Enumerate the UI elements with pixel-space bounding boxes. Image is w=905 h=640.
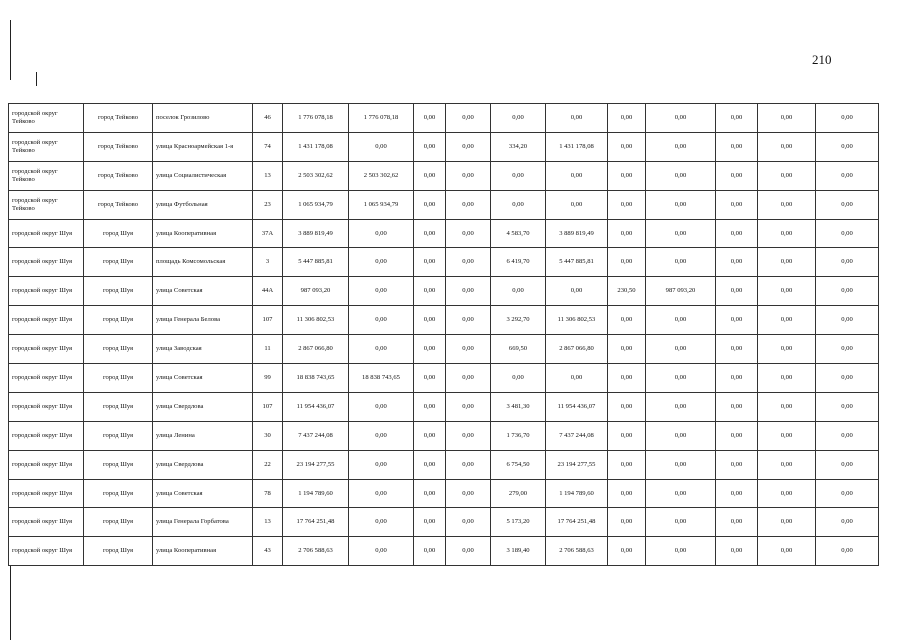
cell-cost-col-15: 0,00 bbox=[816, 537, 879, 566]
cell-street: улица Кооперативная bbox=[153, 219, 253, 248]
scan-edge-line bbox=[10, 20, 11, 80]
cell-cost-col-12: 0,00 bbox=[646, 104, 716, 133]
table-row bbox=[9, 335, 879, 364]
cell-house-number: 43 bbox=[253, 537, 283, 566]
cell-cost-col-6: 0,00 bbox=[349, 421, 414, 450]
cell-total-cost: 2 503 302,62 bbox=[283, 161, 349, 190]
cell-cost-col-7: 0,00 bbox=[414, 190, 446, 219]
cell-cost-col-8: 0,00 bbox=[446, 306, 491, 335]
cell-cost-col-6: 2 503 302,62 bbox=[349, 161, 414, 190]
cell-area-2: 0,00 bbox=[608, 508, 646, 537]
cell-cost-col-14: 0,00 bbox=[758, 537, 816, 566]
cell-city: город Шуя bbox=[84, 248, 153, 277]
cell-cost-col-14: 0,00 bbox=[758, 421, 816, 450]
cell-street: улица Советская bbox=[153, 479, 253, 508]
cell-area: 5 173,20 bbox=[491, 508, 546, 537]
cell-cost-col-14: 0,00 bbox=[758, 104, 816, 133]
cell-cost-col-6: 0,00 bbox=[349, 392, 414, 421]
cell-total-cost: 1 065 934,79 bbox=[283, 190, 349, 219]
cell-house-number: 44А bbox=[253, 277, 283, 306]
cell-cost-col-10: 17 764 251,48 bbox=[546, 508, 608, 537]
cell-total-cost: 17 764 251,48 bbox=[283, 508, 349, 537]
cell-cost-col-10: 2 867 066,80 bbox=[546, 335, 608, 364]
cell-cost-col-15: 0,00 bbox=[816, 364, 879, 393]
cell-cost-col-7: 0,00 bbox=[414, 104, 446, 133]
cell-city: город Шуя bbox=[84, 450, 153, 479]
cell-city: город Шуя bbox=[84, 537, 153, 566]
cell-cost-col-15: 0,00 bbox=[816, 190, 879, 219]
cell-cost-col-15: 0,00 bbox=[816, 306, 879, 335]
cell-area: 1 736,70 bbox=[491, 421, 546, 450]
cell-house-number: 99 bbox=[253, 364, 283, 393]
cell-cost-col-6: 0,00 bbox=[349, 479, 414, 508]
cell-cost-col-7: 0,00 bbox=[414, 335, 446, 364]
cell-city: город Шуя bbox=[84, 508, 153, 537]
cell-cost-col-13: 0,00 bbox=[716, 132, 758, 161]
cell-area: 0,00 bbox=[491, 161, 546, 190]
cell-area-2: 0,00 bbox=[608, 364, 646, 393]
cell-cost-col-15: 0,00 bbox=[816, 508, 879, 537]
cell-house-number: 107 bbox=[253, 392, 283, 421]
scan-edge-line bbox=[10, 565, 11, 640]
cell-cost-col-8: 0,00 bbox=[446, 248, 491, 277]
table-row bbox=[9, 421, 879, 450]
cell-cost-col-7: 0,00 bbox=[414, 248, 446, 277]
scan-edge-line bbox=[36, 72, 37, 86]
cell-cost-col-12: 0,00 bbox=[646, 508, 716, 537]
cell-cost-col-10: 0,00 bbox=[546, 190, 608, 219]
cell-area-2: 0,00 bbox=[608, 537, 646, 566]
cell-total-cost: 1 194 789,60 bbox=[283, 479, 349, 508]
cell-cost-col-7: 0,00 bbox=[414, 508, 446, 537]
cell-city: город Шуя bbox=[84, 364, 153, 393]
cell-cost-col-10: 1 431 178,08 bbox=[546, 132, 608, 161]
cell-total-cost: 7 437 244,08 bbox=[283, 421, 349, 450]
cell-district: городской округ Шуя bbox=[9, 479, 84, 508]
cell-cost-col-15: 0,00 bbox=[816, 421, 879, 450]
cell-cost-col-12: 0,00 bbox=[646, 364, 716, 393]
cell-cost-col-6: 1 065 934,79 bbox=[349, 190, 414, 219]
cell-city: город Шуя bbox=[84, 392, 153, 421]
cell-area-2: 0,00 bbox=[608, 161, 646, 190]
table-row bbox=[9, 190, 879, 219]
cell-cost-col-10: 23 194 277,55 bbox=[546, 450, 608, 479]
cell-cost-col-13: 0,00 bbox=[716, 190, 758, 219]
cell-cost-col-14: 0,00 bbox=[758, 161, 816, 190]
cell-cost-col-14: 0,00 bbox=[758, 392, 816, 421]
cell-cost-col-14: 0,00 bbox=[758, 219, 816, 248]
cell-district: городской округ Шуя bbox=[9, 306, 84, 335]
cell-cost-col-12: 0,00 bbox=[646, 161, 716, 190]
cell-cost-col-13: 0,00 bbox=[716, 421, 758, 450]
cell-house-number: 37А bbox=[253, 219, 283, 248]
table-row bbox=[9, 392, 879, 421]
cell-cost-col-6: 18 838 743,65 bbox=[349, 364, 414, 393]
cell-cost-col-14: 0,00 bbox=[758, 277, 816, 306]
housing-data-table bbox=[8, 103, 879, 566]
cell-cost-col-8: 0,00 bbox=[446, 421, 491, 450]
cell-cost-col-10: 1 194 789,60 bbox=[546, 479, 608, 508]
table-row bbox=[9, 219, 879, 248]
cell-cost-col-6: 0,00 bbox=[349, 306, 414, 335]
cell-district: городской округ Шуя bbox=[9, 335, 84, 364]
cell-house-number: 78 bbox=[253, 479, 283, 508]
cell-city: город Шуя bbox=[84, 335, 153, 364]
cell-total-cost: 11 954 436,07 bbox=[283, 392, 349, 421]
cell-area-2: 0,00 bbox=[608, 450, 646, 479]
cell-cost-col-12: 0,00 bbox=[646, 306, 716, 335]
cell-area: 3 481,30 bbox=[491, 392, 546, 421]
cell-cost-col-8: 0,00 bbox=[446, 104, 491, 133]
cell-house-number: 3 bbox=[253, 248, 283, 277]
table-row bbox=[9, 364, 879, 393]
cell-cost-col-10: 0,00 bbox=[546, 104, 608, 133]
cell-cost-col-10: 0,00 bbox=[546, 364, 608, 393]
cell-cost-col-15: 0,00 bbox=[816, 248, 879, 277]
cell-cost-col-7: 0,00 bbox=[414, 306, 446, 335]
cell-cost-col-6: 0,00 bbox=[349, 277, 414, 306]
cell-area: 334,20 bbox=[491, 132, 546, 161]
cell-house-number: 22 bbox=[253, 450, 283, 479]
cell-cost-col-13: 0,00 bbox=[716, 161, 758, 190]
cell-area: 0,00 bbox=[491, 190, 546, 219]
cell-cost-col-14: 0,00 bbox=[758, 248, 816, 277]
cell-cost-col-13: 0,00 bbox=[716, 392, 758, 421]
cell-cost-col-13: 0,00 bbox=[716, 537, 758, 566]
cell-cost-col-13: 0,00 bbox=[716, 248, 758, 277]
cell-cost-col-15: 0,00 bbox=[816, 277, 879, 306]
cell-cost-col-7: 0,00 bbox=[414, 132, 446, 161]
cell-cost-col-12: 0,00 bbox=[646, 219, 716, 248]
cell-cost-col-6: 1 776 078,18 bbox=[349, 104, 414, 133]
cell-cost-col-10: 0,00 bbox=[546, 161, 608, 190]
cell-cost-col-13: 0,00 bbox=[716, 479, 758, 508]
cell-cost-col-13: 0,00 bbox=[716, 364, 758, 393]
cell-area: 3 292,70 bbox=[491, 306, 546, 335]
cell-cost-col-7: 0,00 bbox=[414, 219, 446, 248]
cell-district: городской округ Шуя bbox=[9, 421, 84, 450]
table-row bbox=[9, 479, 879, 508]
cell-cost-col-14: 0,00 bbox=[758, 479, 816, 508]
cell-cost-col-15: 0,00 bbox=[816, 450, 879, 479]
cell-cost-col-15: 0,00 bbox=[816, 161, 879, 190]
table-row bbox=[9, 248, 879, 277]
cell-area-2: 0,00 bbox=[608, 132, 646, 161]
cell-city: город Тейково bbox=[84, 161, 153, 190]
cell-district: городской округ Тейково bbox=[9, 132, 84, 161]
cell-district: городской округ Шуя bbox=[9, 277, 84, 306]
cell-house-number: 30 bbox=[253, 421, 283, 450]
cell-district: городской округ Шуя bbox=[9, 392, 84, 421]
table-row bbox=[9, 537, 879, 566]
cell-house-number: 23 bbox=[253, 190, 283, 219]
cell-total-cost: 2 706 588,63 bbox=[283, 537, 349, 566]
cell-cost-col-13: 0,00 bbox=[716, 335, 758, 364]
cell-cost-col-13: 0,00 bbox=[716, 219, 758, 248]
cell-city: город Шуя bbox=[84, 421, 153, 450]
cell-area: 0,00 bbox=[491, 364, 546, 393]
cell-total-cost: 1 431 178,08 bbox=[283, 132, 349, 161]
cell-street: улица Свердлова bbox=[153, 450, 253, 479]
table-row bbox=[9, 306, 879, 335]
cell-city: город Тейково bbox=[84, 190, 153, 219]
cell-cost-col-7: 0,00 bbox=[414, 421, 446, 450]
cell-cost-col-14: 0,00 bbox=[758, 190, 816, 219]
cell-cost-col-6: 0,00 bbox=[349, 508, 414, 537]
cell-total-cost: 18 838 743,65 bbox=[283, 364, 349, 393]
cell-cost-col-13: 0,00 bbox=[716, 450, 758, 479]
cell-cost-col-10: 11 306 802,53 bbox=[546, 306, 608, 335]
cell-street: улица Футбольная bbox=[153, 190, 253, 219]
cell-cost-col-10: 3 889 819,49 bbox=[546, 219, 608, 248]
cell-street: площадь Комсомольская bbox=[153, 248, 253, 277]
cell-area: 0,00 bbox=[491, 104, 546, 133]
cell-street: улица Кооперативная bbox=[153, 537, 253, 566]
cell-area-2: 0,00 bbox=[608, 306, 646, 335]
cell-house-number: 11 bbox=[253, 335, 283, 364]
cell-cost-col-8: 0,00 bbox=[446, 392, 491, 421]
cell-cost-col-8: 0,00 bbox=[446, 450, 491, 479]
cell-cost-col-15: 0,00 bbox=[816, 104, 879, 133]
cell-cost-col-6: 0,00 bbox=[349, 450, 414, 479]
cell-cost-col-13: 0,00 bbox=[716, 508, 758, 537]
cell-cost-col-13: 0,00 bbox=[716, 277, 758, 306]
cell-cost-col-12: 0,00 bbox=[646, 190, 716, 219]
cell-cost-col-8: 0,00 bbox=[446, 479, 491, 508]
cell-street: улица Советская bbox=[153, 277, 253, 306]
cell-cost-col-8: 0,00 bbox=[446, 219, 491, 248]
cell-city: город Шуя bbox=[84, 277, 153, 306]
cell-cost-col-8: 0,00 bbox=[446, 364, 491, 393]
table-body bbox=[9, 104, 879, 566]
cell-total-cost: 11 306 802,53 bbox=[283, 306, 349, 335]
cell-area-2: 0,00 bbox=[608, 479, 646, 508]
cell-cost-col-7: 0,00 bbox=[414, 161, 446, 190]
cell-cost-col-12: 0,00 bbox=[646, 537, 716, 566]
cell-cost-col-8: 0,00 bbox=[446, 161, 491, 190]
cell-area-2: 0,00 bbox=[608, 392, 646, 421]
cell-cost-col-13: 0,00 bbox=[716, 306, 758, 335]
cell-cost-col-7: 0,00 bbox=[414, 479, 446, 508]
cell-street: улица Заводская bbox=[153, 335, 253, 364]
cell-area: 669,50 bbox=[491, 335, 546, 364]
table-row bbox=[9, 508, 879, 537]
cell-cost-col-7: 0,00 bbox=[414, 392, 446, 421]
cell-city: город Шуя bbox=[84, 219, 153, 248]
cell-city: город Тейково bbox=[84, 132, 153, 161]
cell-house-number: 107 bbox=[253, 306, 283, 335]
cell-street: улица Свердлова bbox=[153, 392, 253, 421]
cell-street: улица Красноармейская 1-я bbox=[153, 132, 253, 161]
cell-cost-col-10: 7 437 244,08 bbox=[546, 421, 608, 450]
cell-district: городской округ Шуя bbox=[9, 248, 84, 277]
cell-city: город Шуя bbox=[84, 306, 153, 335]
cell-street: улица Генерала Горбатова bbox=[153, 508, 253, 537]
cell-cost-col-14: 0,00 bbox=[758, 306, 816, 335]
cell-area: 4 583,70 bbox=[491, 219, 546, 248]
cell-area-2: 0,00 bbox=[608, 335, 646, 364]
cell-cost-col-12: 0,00 bbox=[646, 450, 716, 479]
cell-cost-col-7: 0,00 bbox=[414, 277, 446, 306]
cell-district: городской округ Шуя bbox=[9, 508, 84, 537]
cell-cost-col-12: 0,00 bbox=[646, 132, 716, 161]
cell-area-2: 0,00 bbox=[608, 190, 646, 219]
cell-total-cost: 987 093,20 bbox=[283, 277, 349, 306]
cell-area: 0,00 bbox=[491, 277, 546, 306]
cell-total-cost: 1 776 078,18 bbox=[283, 104, 349, 133]
cell-cost-col-12: 987 093,20 bbox=[646, 277, 716, 306]
cell-street: улица Советская bbox=[153, 364, 253, 393]
cell-cost-col-8: 0,00 bbox=[446, 277, 491, 306]
cell-district: городской округ Тейково bbox=[9, 104, 84, 133]
cell-cost-col-7: 0,00 bbox=[414, 450, 446, 479]
cell-district: городской округ Шуя bbox=[9, 450, 84, 479]
cell-total-cost: 5 447 885,81 bbox=[283, 248, 349, 277]
cell-cost-col-12: 0,00 bbox=[646, 421, 716, 450]
table-row bbox=[9, 277, 879, 306]
cell-cost-col-6: 0,00 bbox=[349, 537, 414, 566]
cell-street: улица Генерала Белова bbox=[153, 306, 253, 335]
cell-cost-col-14: 0,00 bbox=[758, 335, 816, 364]
cell-cost-col-8: 0,00 bbox=[446, 132, 491, 161]
cell-cost-col-14: 0,00 bbox=[758, 450, 816, 479]
cell-area: 3 189,40 bbox=[491, 537, 546, 566]
cell-area-2: 0,00 bbox=[608, 421, 646, 450]
cell-cost-col-14: 0,00 bbox=[758, 364, 816, 393]
cell-cost-col-12: 0,00 bbox=[646, 248, 716, 277]
cell-cost-col-8: 0,00 bbox=[446, 335, 491, 364]
cell-cost-col-15: 0,00 bbox=[816, 219, 879, 248]
cell-area-2: 0,00 bbox=[608, 104, 646, 133]
cell-total-cost: 3 889 819,49 bbox=[283, 219, 349, 248]
page-number: 210 bbox=[812, 52, 832, 67]
table-row bbox=[9, 104, 879, 133]
cell-district: городской округ Тейково bbox=[9, 161, 84, 190]
cell-cost-col-15: 0,00 bbox=[816, 132, 879, 161]
cell-cost-col-10: 5 447 885,81 bbox=[546, 248, 608, 277]
cell-cost-col-7: 0,00 bbox=[414, 537, 446, 566]
cell-city: город Тейково bbox=[84, 104, 153, 133]
cell-district: городской округ Шуя bbox=[9, 219, 84, 248]
cell-cost-col-12: 0,00 bbox=[646, 335, 716, 364]
table-row bbox=[9, 450, 879, 479]
cell-house-number: 46 bbox=[253, 104, 283, 133]
cell-area: 6 419,70 bbox=[491, 248, 546, 277]
cell-cost-col-8: 0,00 bbox=[446, 190, 491, 219]
cell-cost-col-8: 0,00 bbox=[446, 537, 491, 566]
cell-district: городской округ Шуя bbox=[9, 364, 84, 393]
cell-cost-col-15: 0,00 bbox=[816, 335, 879, 364]
table-row bbox=[9, 132, 879, 161]
cell-cost-col-6: 0,00 bbox=[349, 219, 414, 248]
cell-cost-col-15: 0,00 bbox=[816, 392, 879, 421]
cell-cost-col-6: 0,00 bbox=[349, 132, 414, 161]
cell-cost-col-12: 0,00 bbox=[646, 479, 716, 508]
table-row bbox=[9, 161, 879, 190]
cell-cost-col-13: 0,00 bbox=[716, 104, 758, 133]
cell-district: городской округ Шуя bbox=[9, 537, 84, 566]
cell-city: город Шуя bbox=[84, 479, 153, 508]
cell-house-number: 13 bbox=[253, 161, 283, 190]
cell-cost-col-12: 0,00 bbox=[646, 392, 716, 421]
cell-area-2: 0,00 bbox=[608, 219, 646, 248]
cell-cost-col-15: 0,00 bbox=[816, 479, 879, 508]
cell-house-number: 74 bbox=[253, 132, 283, 161]
cell-area-2: 230,50 bbox=[608, 277, 646, 306]
cell-house-number: 13 bbox=[253, 508, 283, 537]
cell-total-cost: 23 194 277,55 bbox=[283, 450, 349, 479]
cell-cost-col-10: 2 706 588,63 bbox=[546, 537, 608, 566]
cell-cost-col-6: 0,00 bbox=[349, 248, 414, 277]
cell-cost-col-14: 0,00 bbox=[758, 132, 816, 161]
cell-street: улица Социалистическая bbox=[153, 161, 253, 190]
cell-area: 6 754,50 bbox=[491, 450, 546, 479]
cell-street: улица Ленина bbox=[153, 421, 253, 450]
cell-cost-col-10: 0,00 bbox=[546, 277, 608, 306]
cell-cost-col-6: 0,00 bbox=[349, 335, 414, 364]
cell-cost-col-10: 11 954 436,07 bbox=[546, 392, 608, 421]
cell-street: поселок Грозилово bbox=[153, 104, 253, 133]
cell-area: 279,00 bbox=[491, 479, 546, 508]
cell-total-cost: 2 867 066,80 bbox=[283, 335, 349, 364]
cell-cost-col-7: 0,00 bbox=[414, 364, 446, 393]
cell-cost-col-8: 0,00 bbox=[446, 508, 491, 537]
cell-area-2: 0,00 bbox=[608, 248, 646, 277]
cell-cost-col-14: 0,00 bbox=[758, 508, 816, 537]
cell-district: городской округ Тейково bbox=[9, 190, 84, 219]
